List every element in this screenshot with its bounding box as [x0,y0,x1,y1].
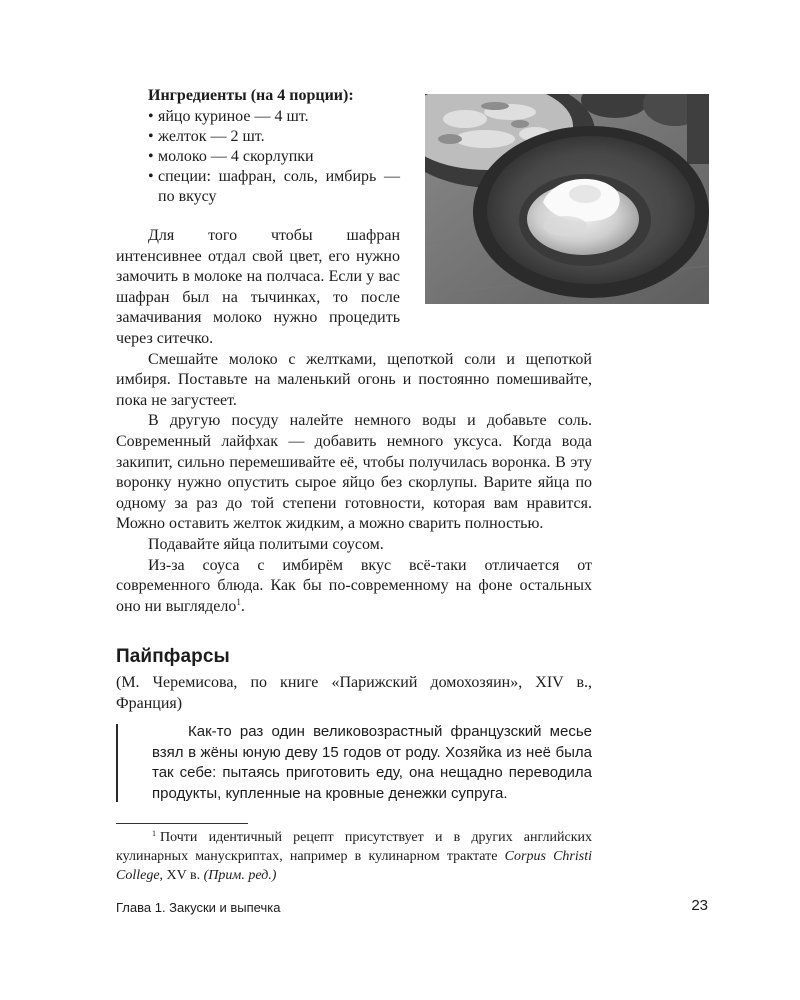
quote-bar [116,724,118,802]
footnote-mark: 1 [152,829,156,838]
ingredient-item: • специи: шафран, соль, имбирь — по вкусу [148,167,400,207]
ingredients-block [148,86,400,207]
section-subtitle: (М. Черемисова, по книге «Парижский домохозяин», XIV в., Франция) [116,674,592,712]
recipe-body [116,226,592,617]
quote-block [116,722,592,802]
footnote-text: Почти идентичный рецепт присутствует и в других английских кулинарных манускриптах, например в кулинарном трактате [116,830,592,864]
running-footer-chapter: Глава 1. Закуски и выпечка [116,900,281,915]
footnote-divider [116,823,248,824]
quote-text: Как-то раз один великовозрастный французский месье взял в жёны юную деву 15 годов от роду. Хозяйка из неё была так себе: пытаясь приготовить еду, она нещадно переводила продукты, купленные на кровные денежки супруга. [152,723,592,803]
ingredient-item: • молоко — 4 скорлупки [148,147,400,167]
footnote [116,828,592,885]
paragraph: В другую посуду налейте немного воды и добавьте соль. Современный лайфхак — добавить немного уксуса. Когда вода закипит, сильно перемешивайте её, чтобы получилась воронка. В эту воронку нужно опустить сырое яйцо без скорлупы. Варите яйца по одному за раз до той степени готовности, которая вам нравится. Можно оставить желток жидким, а можно сварить полностью. [116,412,592,533]
footnote-ref: 1 [236,596,241,607]
paragraph-text: Из-за соуса с имбирём вкус всё-таки отличается от современного блюда. Как бы по-современному на фоне остальных оно ни выглядело [116,556,592,615]
ingredient-item: • яйцо куриное — 4 шт. [148,107,400,127]
section-header [116,646,592,714]
page-number: 23 [691,897,708,914]
paragraph: Подавайте яйца политыми соусом. [148,535,384,553]
ingredients-list [148,107,400,207]
footnote-text-after: , XV в. [159,868,204,883]
ingredient-item: • желток — 2 шт. [148,127,400,147]
paragraph-with-footnote: Из-за соуса с имбирём вкус всё-таки отличается от современного блюда. Как бы по-современному на фоне остальных оно ни выглядело$^1$. [116,556,592,615]
footnote-source-title: Corpus Christi College [116,849,592,883]
paragraph: Для того чтобы шафран интенсивнее отдал свой цвет, его нужно замочить в молоке на полчаса. Если у вас шафран был на тычинках, то после замачивания молоко нужно процедить через ситечко. [116,227,400,347]
section-title: Пайпфарсы [116,646,230,667]
paragraph: Смешайте молоко с желтками, щепоткой соли и щепоткой имбиря. Поставьте на маленький огонь и постоянно помешивайте, пока не загустеет. [116,350,592,409]
ingredients-heading: Ингредиенты (на 4 порции): [148,87,354,104]
footnote-editor-note: (Прим. ред.) [203,868,277,883]
